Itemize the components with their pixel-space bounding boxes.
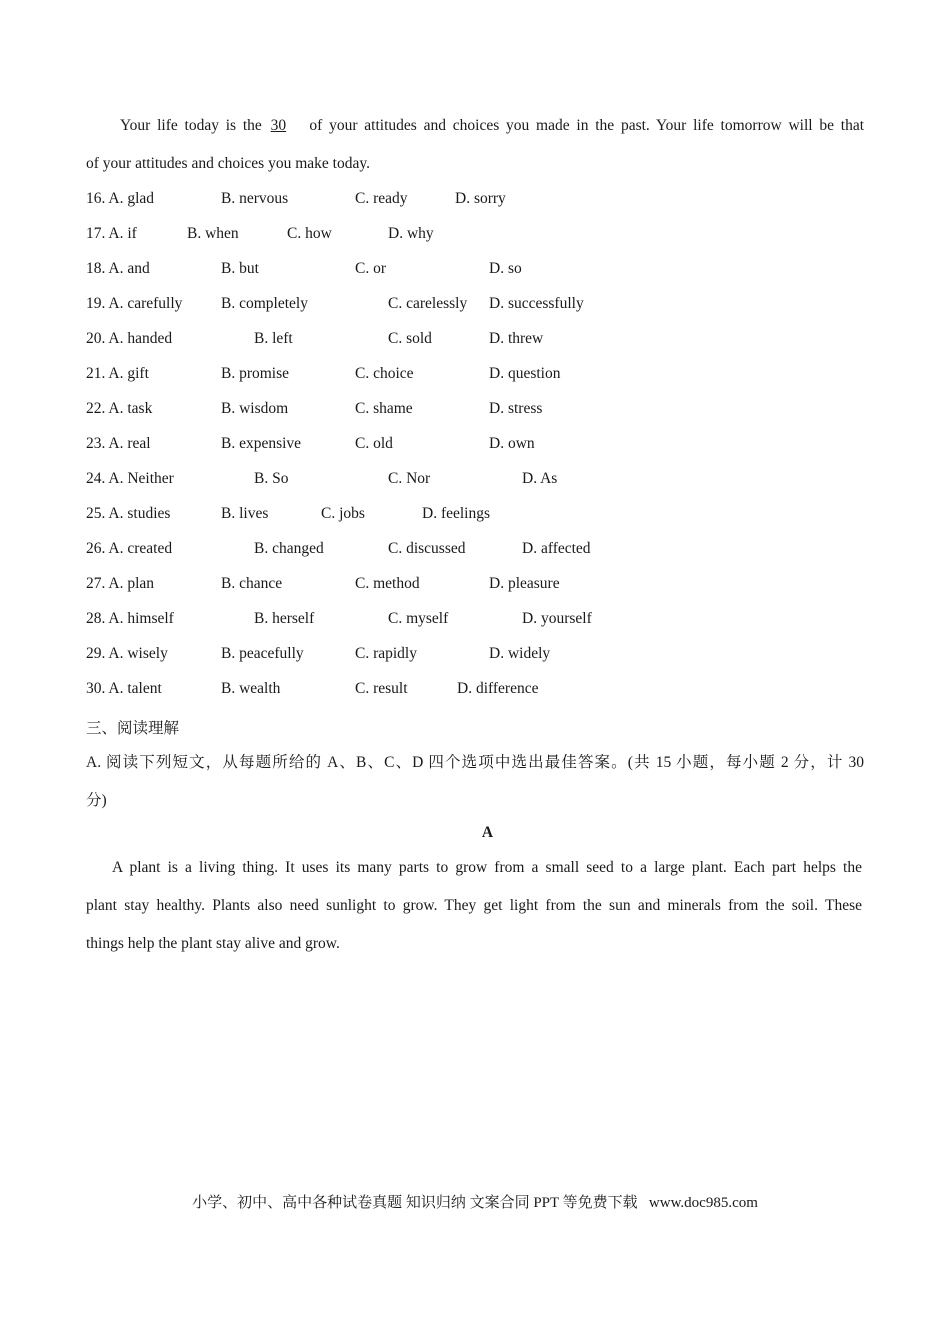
option-b: B. lives <box>221 505 269 522</box>
option-b: B. completely <box>221 295 308 312</box>
question-number: 23. <box>86 435 106 452</box>
option-a <box>86 680 162 698</box>
option-d: D. affected <box>522 540 591 557</box>
question-number: 20. <box>86 330 106 347</box>
question-row <box>0 540 950 562</box>
passage-line-2: plant stay healthy. Plants also need sunlight to grow. They get light from the sun and minerals from the soil. These <box>86 897 862 914</box>
question-number: 16. <box>86 190 106 207</box>
option-b: B. wealth <box>221 680 281 697</box>
option-c: C. old <box>355 435 393 452</box>
question-number: 17. <box>86 225 106 242</box>
instruction-line-2: 分) <box>86 792 107 809</box>
option-d: D. threw <box>489 330 544 347</box>
option-a <box>86 400 152 418</box>
option-b: B. promise <box>221 365 290 382</box>
option-a <box>86 505 170 523</box>
question-row <box>0 470 950 492</box>
option-c: C. how <box>287 225 332 242</box>
option-a <box>86 610 174 628</box>
option-b: B. So <box>254 470 289 487</box>
option-d: D. yourself <box>522 610 592 627</box>
question-row <box>0 260 950 282</box>
question-row <box>0 190 950 212</box>
option-d: D. successfully <box>489 295 584 312</box>
option-c: C. myself <box>388 610 449 627</box>
option-a-text: A. handed <box>108 330 173 347</box>
passage-line-1: A plant is a living thing. It uses its many parts to grow from a small seed to a large plant. Each part helps the <box>112 859 862 876</box>
option-a-text: A. if <box>108 225 137 242</box>
option-a-text: A. studies <box>108 505 171 522</box>
question-row <box>0 610 950 632</box>
instruction-line-1: A. 阅读下列短文，从每题所给的 A、B、C、D 四个选项中选出最佳答案。(共 15 小题，每小题 2 分，计 30 <box>86 754 864 771</box>
option-a-text: A. plan <box>108 575 155 592</box>
option-a <box>86 575 154 593</box>
option-c: C. result <box>355 680 408 697</box>
question-number: 22. <box>86 400 106 417</box>
question-number: 19. <box>86 295 106 312</box>
option-a <box>86 540 172 558</box>
passage-label: A <box>481 824 494 841</box>
option-c: C. Nor <box>388 470 431 487</box>
option-b: B. changed <box>254 540 324 557</box>
question-row <box>0 295 950 317</box>
option-d: D. difference <box>457 680 539 697</box>
question-row <box>0 505 950 527</box>
option-a-text: A. Neither <box>108 470 174 487</box>
option-a <box>86 645 168 663</box>
option-a <box>86 260 150 278</box>
option-c: C. rapidly <box>355 645 417 662</box>
option-d: D. As <box>522 470 558 487</box>
option-d: D. why <box>388 225 434 242</box>
option-a <box>86 190 154 208</box>
question-number: 25. <box>86 505 106 522</box>
option-a-text: A. gift <box>108 365 149 382</box>
option-c: C. method <box>355 575 420 592</box>
blank-30: 30 <box>270 117 287 134</box>
option-c: C. jobs <box>321 505 365 522</box>
option-b: B. herself <box>254 610 315 627</box>
option-d: D. pleasure <box>489 575 560 592</box>
option-d: D. widely <box>489 645 551 662</box>
intro-text-pre: Your life today is the <box>120 117 262 134</box>
option-b: B. left <box>254 330 293 347</box>
option-a-text: A. himself <box>108 610 174 627</box>
option-c: C. shame <box>355 400 413 417</box>
option-b: B. wisdom <box>221 400 289 417</box>
footer-url[interactable]: www.doc985.com <box>648 1195 758 1211</box>
question-number: 26. <box>86 540 106 557</box>
option-a-text: A. carefully <box>108 295 183 312</box>
question-number: 24. <box>86 470 106 487</box>
question-row <box>0 645 950 667</box>
option-d: D. stress <box>489 400 543 417</box>
option-a <box>86 435 151 453</box>
option-d: D. own <box>489 435 535 452</box>
option-a <box>86 295 182 313</box>
option-b: B. nervous <box>221 190 289 207</box>
option-a <box>86 470 174 488</box>
question-number: 28. <box>86 610 106 627</box>
section-heading: 三、阅读理解 <box>86 720 180 737</box>
option-a <box>86 330 172 348</box>
option-a-text: A. glad <box>108 190 155 207</box>
option-a-text: A. wisely <box>108 645 168 662</box>
option-a-text: A. created <box>108 540 173 557</box>
option-b: B. but <box>221 260 259 277</box>
option-c: C. sold <box>388 330 432 347</box>
passage-line-3: things help the plant stay alive and grow. <box>86 935 340 952</box>
question-number: 21. <box>86 365 106 382</box>
option-b: B. chance <box>221 575 283 592</box>
option-d: D. sorry <box>455 190 506 207</box>
question-row <box>0 575 950 597</box>
question-row <box>0 680 950 702</box>
option-a-text: A. real <box>108 435 151 452</box>
option-d: D. so <box>489 260 522 277</box>
question-number: 29. <box>86 645 106 662</box>
option-b: B. peacefully <box>221 645 304 662</box>
option-a <box>86 225 137 243</box>
option-a-text: A. talent <box>108 680 162 697</box>
footer-text: 小学、初中、高中各种试卷真题 知识归纳 文案合同 PPT 等免费下载 <box>192 1195 638 1211</box>
option-b: B. when <box>187 225 239 242</box>
option-c: C. or <box>355 260 386 277</box>
option-c: C. carelessly <box>388 295 468 312</box>
option-c: C. choice <box>355 365 414 382</box>
option-a <box>86 365 149 383</box>
question-row <box>0 330 950 352</box>
question-row <box>0 435 950 457</box>
option-a-text: A. task <box>108 400 153 417</box>
intro-line-2: of your attitudes and choices you make today. <box>86 155 370 172</box>
question-number: 27. <box>86 575 106 592</box>
option-d: D. question <box>489 365 561 382</box>
footer <box>0 1191 950 1212</box>
option-c: C. ready <box>355 190 408 207</box>
option-a-text: A. and <box>108 260 150 277</box>
question-number: 30. <box>86 680 106 697</box>
question-row <box>0 225 950 247</box>
intro-text-post: of your attitudes and choices you made in the past. Your life tomorrow will be that <box>309 117 865 134</box>
question-number: 18. <box>86 260 106 277</box>
option-b: B. expensive <box>221 435 302 452</box>
option-c: C. discussed <box>388 540 466 557</box>
question-row <box>0 365 950 387</box>
intro-line-1 <box>120 117 864 135</box>
question-row <box>0 400 950 422</box>
option-d: D. feelings <box>422 505 491 522</box>
